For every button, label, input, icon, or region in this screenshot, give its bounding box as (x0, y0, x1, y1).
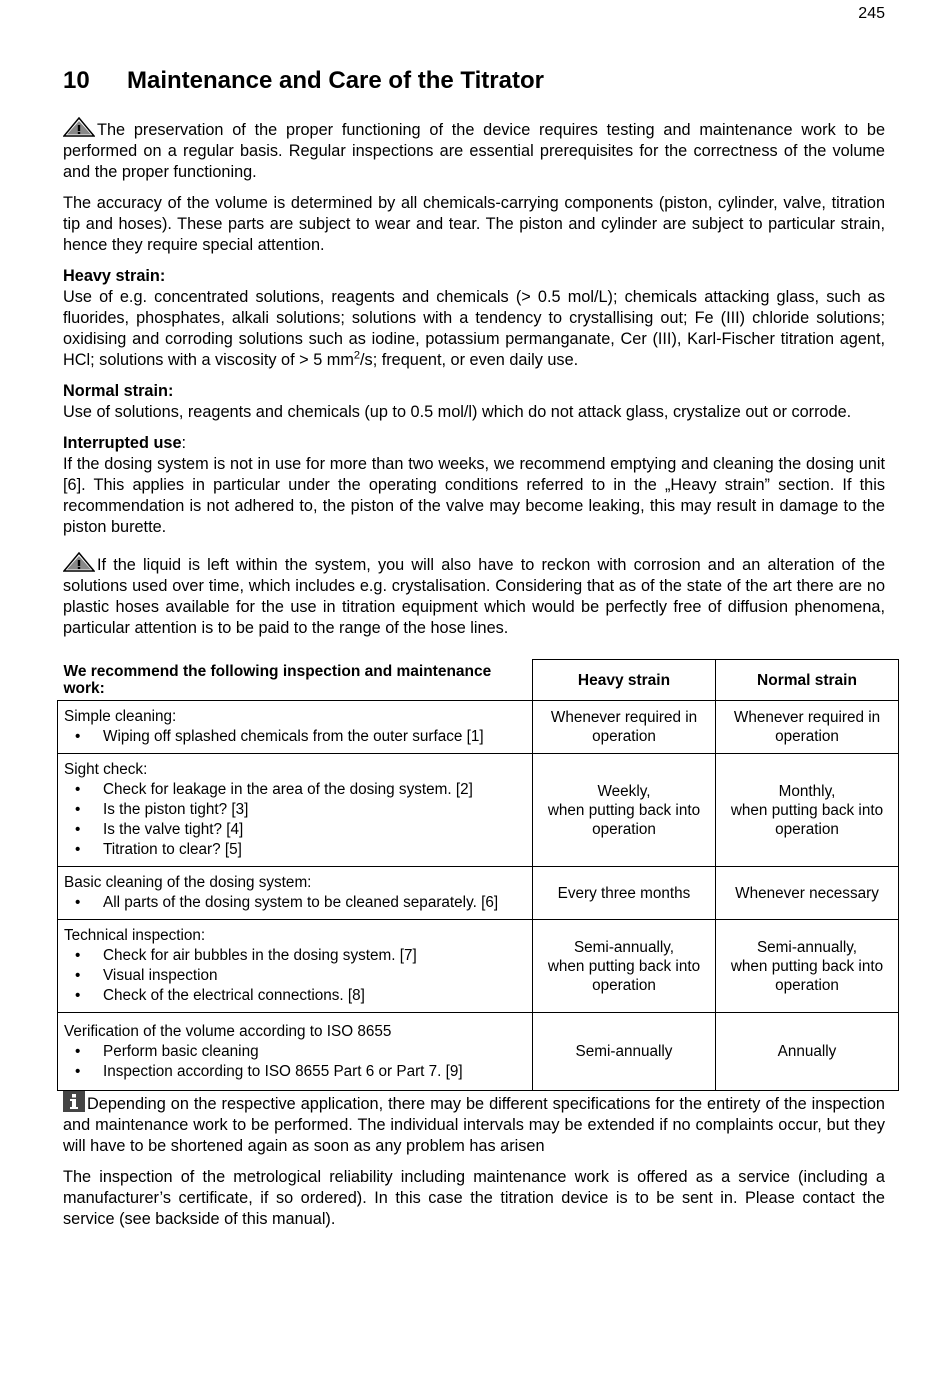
interval-line: operation (592, 820, 656, 838)
table-header-heavy: Heavy strain (533, 660, 716, 701)
maintenance-task-cell (58, 701, 533, 754)
task-item: • All parts of the dosing system to be cleaned separately. [6] (103, 893, 526, 913)
heavy-strain-text-a: Use of e.g. concentrated solutions, reagents and chemicals (> 0.5 mol/L); chemicals attacking glass, such as fluorides, phosphates, alkali solutions; solutions with a tendency to crystallising out; Fe (III) chloride solutions; oxidising and corroding solutions such as iodine, potassium permanganate, Cer (III), Karl-Fischer titration agent, HCl; solutions with a viscosity of > 5 mm (63, 288, 885, 369)
heavy-strain-text-b: /s; frequent, or even daily use. (360, 351, 579, 369)
table-header-row (58, 660, 899, 701)
interval-line: when putting back into (730, 957, 884, 975)
task-title: Basic cleaning of the dosing system: (64, 874, 312, 891)
interval-line: when putting back into (547, 957, 701, 975)
task-item: • Perform basic cleaning (103, 1042, 526, 1062)
section-title: Maintenance and Care of the Titrator (127, 67, 544, 94)
normal-strain-interval-cell (716, 701, 899, 754)
task-item: • Check for leakage in the area of the dosing system. [2] (103, 780, 526, 800)
interrupted-use-section (63, 433, 885, 538)
interrupted-use-text: If the dosing system is not in use for more than two weeks, we recommend emptying and cleaning the dosing unit [6]. This applies in particular under the operating conditions referred to in the „Heavy strain” section. If this recommendation is not adhered to, the piston of the valve may become leaking, this may result in damage to the piston burette. (63, 455, 885, 536)
interrupted-use-label: Interrupted use (63, 434, 182, 452)
corrosion-warning-text: If the liquid is left within the system, you will also have to reckon with corrosion and an alteration of the solutions used over time, which includes e.g. crystalisation. Considering that as of the state of the art there are no plastic hoses available for the use in titration equipment which would be perfectly free of diffusion phenomena, particular attention is to be paid to the range of the hose lines. (63, 556, 885, 637)
maintenance-task-cell (58, 1013, 533, 1091)
intro-paragraph (63, 117, 885, 183)
heavy-strain-interval-cell (533, 754, 716, 867)
interval-line: operation (775, 728, 839, 745)
corrosion-warning-paragraph (63, 552, 885, 639)
warning-triangle-icon (63, 117, 95, 137)
maintenance-table (57, 659, 899, 1091)
task-item: • Inspection according to ISO 8655 Part 6 or Part 7. [9] (103, 1062, 526, 1082)
task-title: Verification of the volume according to ISO 8655 (64, 1022, 392, 1040)
page-number: 245 (858, 5, 885, 22)
interval-line: Semi-annually, (756, 938, 858, 956)
table-row (58, 920, 899, 1013)
table-header-normal: Normal strain (716, 660, 899, 701)
document-body (63, 117, 885, 1240)
interval-line: Whenever necessary (735, 884, 879, 902)
table-header-work: We recommend the following inspection and maintenance work: (58, 660, 533, 701)
table-row (58, 701, 899, 754)
accuracy-paragraph: The accuracy of the volume is determined by all chemicals-carrying components (piston, cylinder, valve, titration tip and hoses). These parts are subject to wear and tear. The piston and cylinder are subject to particular strain, hence they require special attention. (63, 194, 885, 254)
table-row (58, 1013, 899, 1091)
interval-line: Semi-annually (575, 1043, 673, 1060)
task-item: • Wiping off splashed chemicals from the outer surface [1] (103, 727, 526, 747)
interval-line: operation (775, 820, 839, 838)
heavy-strain-interval-cell (533, 920, 716, 1013)
interval-line: Whenever required in (733, 709, 881, 726)
interval-line: operation (592, 728, 656, 745)
heavy-strain-interval-cell (533, 1013, 716, 1091)
interval-line: operation (592, 976, 656, 994)
info-text: Depending on the respective application, there may be different specifications for the entirety of the inspection and maintenance work to be performed. The individual intervals may be extended if no complaints occur, but they will have to be shortened again as soon as any problem has arisen (63, 1095, 885, 1155)
interval-line: Every three months (557, 884, 691, 902)
task-list (64, 1042, 526, 1082)
maintenance-task-cell (58, 867, 533, 920)
maintenance-task-cell (58, 754, 533, 867)
interval-line: Semi-annually, (573, 938, 675, 956)
maintenance-task-cell (58, 920, 533, 1013)
task-item: • Is the valve tight? [4] (103, 820, 526, 840)
task-title: Simple cleaning: (64, 708, 177, 725)
section-heading (63, 67, 544, 95)
task-list (64, 727, 526, 747)
interval-line: Whenever required in (550, 709, 698, 726)
interval-line: when putting back into (730, 801, 884, 819)
normal-strain-label: Normal strain: (63, 382, 174, 400)
interval-line: Weekly, (597, 782, 651, 800)
warning-triangle-icon (63, 552, 95, 572)
normal-strain-text: Use of solutions, reagents and chemicals (up to 0.5 mol/l) which do not attack glass, crystalize out or corrode. (63, 403, 852, 421)
interval-line: operation (775, 976, 839, 994)
task-item: • Check for air bubbles in the dosing system. [7] (103, 946, 526, 966)
intro-text: The preservation of the proper functioning of the device requires testing and maintenance work to be performed on a regular basis. Regular inspections are essential prerequisites for the correctness of the volume and the proper functioning. (63, 121, 885, 181)
interval-line: Annually (777, 1043, 837, 1060)
interval-line: when putting back into (547, 801, 701, 819)
info-icon (63, 1091, 85, 1112)
task-list (64, 946, 526, 1006)
heavy-strain-interval-cell (533, 701, 716, 754)
task-item: • Titration to clear? [5] (103, 840, 526, 860)
heavy-strain-sup: 2 (353, 349, 361, 362)
task-item: • Check of the electrical connections. [8] (103, 986, 526, 1006)
normal-strain-interval-cell (716, 754, 899, 867)
interval-line: Monthly, (778, 782, 836, 800)
table-row (58, 867, 899, 920)
task-list (64, 893, 526, 913)
task-title: Technical inspection: (64, 927, 206, 944)
task-list (64, 780, 526, 860)
normal-strain-interval-cell (716, 867, 899, 920)
heavy-strain-section (63, 266, 885, 371)
info-paragraph (63, 1091, 885, 1157)
normal-strain-section (63, 381, 885, 423)
task-item: • Visual inspection (103, 966, 526, 986)
section-number: 10 (63, 67, 90, 94)
task-title: Sight check: (64, 761, 148, 778)
table-row (58, 754, 899, 867)
task-item: • Is the piston tight? [3] (103, 800, 526, 820)
heavy-strain-label: Heavy strain: (63, 267, 166, 285)
normal-strain-interval-cell (716, 920, 899, 1013)
interrupted-use-colon: : (181, 434, 187, 452)
heavy-strain-interval-cell (533, 867, 716, 920)
service-paragraph: The inspection of the metrological reliability including maintenance work is offered as a service (including a manufacturer’s certificate, if so ordered). In this case the titration device is to be sent in. Please contact the service (see backside of this manual). (63, 1168, 885, 1228)
normal-strain-interval-cell (716, 1013, 899, 1091)
